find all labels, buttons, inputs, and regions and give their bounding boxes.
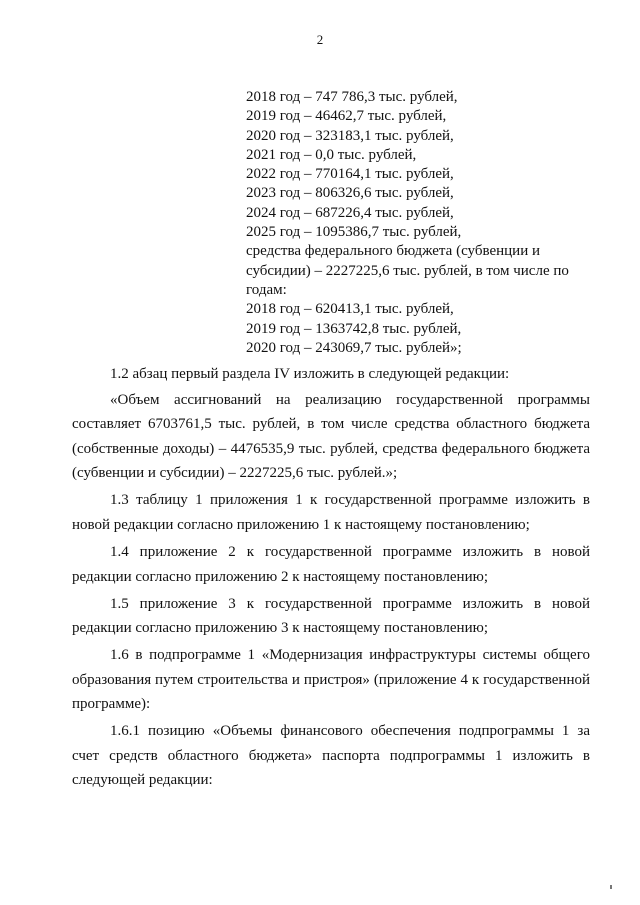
funding-breakdown [246, 88, 586, 358]
paragraph-1-4: 1.4 приложение 2 к государственной программе изложить в новой редакции согласно приложению 2 к настоящему постановлению; [72, 543, 590, 585]
paragraph-1-2: 1.2 абзац первый раздела IV изложить в следующей редакции: [110, 366, 510, 382]
funding-line-2025: 2025 год – 1095386,7 тыс. рублей, [246, 224, 462, 241]
funding-line-2021: 2021 год – 0,0 тыс. рублей, [246, 146, 417, 163]
federal-budget-intro: средства федерального бюджета (субвенции и субсидии) – 2227225,6 тыс. рублей, в том числе по годам: [246, 243, 569, 298]
federal-line-2018: 2018 год – 620413,1 тыс. рублей, [246, 301, 454, 318]
paragraph-quote-volume: «Объем ассигнований на реализацию государственной программы составляет 6703761,5 тыс. рублей, в том числе средства областного бюджета (собственные доходы) – 4476535,9 тыс. рублей, средства федерального бюджета (субвенции и субсидии) – 2227225,6 тыс. рублей.»; [72, 391, 590, 482]
funding-line-2023: 2023 год – 806326,6 тыс. рублей, [246, 185, 454, 202]
funding-line-2024: 2024 год – 687226,4 тыс. рублей, [246, 204, 454, 221]
page-number: 2 [316, 32, 324, 47]
document-body [72, 362, 590, 795]
federal-line-2020: 2020 год – 243069,7 тыс. рублей»; [246, 339, 462, 356]
federal-line-2019: 2019 год – 1363742,8 тыс. рублей, [246, 320, 462, 337]
paragraph-1-6: 1.6 в подпрограмме 1 «Модернизация инфраструктуры системы общего образования путем строительства и пристроя» (приложение 4 к государственной программе): [72, 647, 590, 713]
funding-line-2018: 2018 год – 747 786,3 тыс. рублей, [246, 89, 458, 105]
funding-line-2019: 2019 год – 46462,7 тыс. рублей, [246, 108, 447, 125]
paragraph-1-5: 1.5 приложение 3 к государственной программе изложить в новой редакции согласно приложению 3 к настоящему постановлению; [72, 595, 590, 637]
paragraph-1-3: 1.3 таблицу 1 приложения 1 к государственной программе изложить в новой редакции согласно приложению 1 к настоящему постановлению; [72, 492, 590, 533]
paragraph-1-6-1: 1.6.1 позицию «Объемы финансового обеспечения подпрограммы 1 за счет средств областного бюджета» паспорта подпрограммы 1 изложить в следующей редакции: [72, 723, 590, 789]
scan-mark [610, 885, 612, 889]
funding-line-2020: 2020 год – 323183,1 тыс. рублей, [246, 127, 454, 144]
funding-line-2022: 2022 год – 770164,1 тыс. рублей, [246, 166, 454, 183]
